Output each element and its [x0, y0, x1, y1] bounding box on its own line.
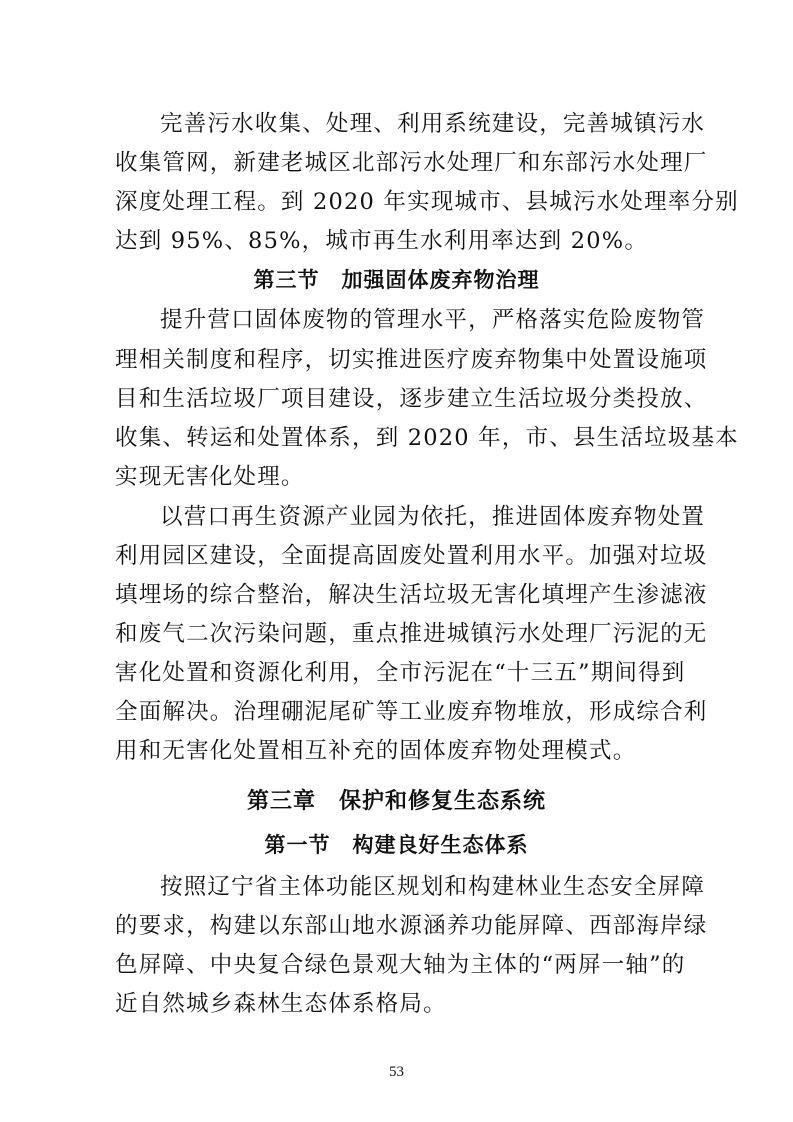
paragraph-line: 达到 95%、85%，城市再生水利用率达到 20%。 — [115, 228, 649, 254]
paragraph-line: 害化处置和资源化利用，全市污泥在“十三五”期间得到 — [115, 660, 686, 686]
paragraph-line: 深度处理工程。到 2020 年实现城市、县城污水处理率分别 — [115, 189, 739, 215]
paragraph-line: 利用园区建设，全面提高固废处置利用水平。加强对垃圾 — [115, 543, 708, 569]
paragraph-line: 全面解决。治理硼泥尾矿等工业废弃物堆放，形成综合利 — [115, 699, 708, 725]
paragraph-line: 理相关制度和程序，切实推进医疗废弃物集中处置设施项 — [115, 347, 708, 373]
paragraph-line: 收集、转运和处置体系，到 2020 年，市、县生活垃圾基本 — [115, 425, 739, 451]
section-heading: 第三节 加强固体废弃物治理 — [253, 268, 540, 292]
paragraph-line: 以营口再生资源产业园为依托，推进固体废弃物处置 — [160, 504, 706, 530]
paragraph-line: 用和无害化处置相互补充的固体废弃物处理模式。 — [115, 738, 637, 764]
paragraph-line: 色屏障、中央复合绿色景观大轴为主体的“两屏一轴”的 — [115, 952, 686, 978]
chapter-heading: 第三章 保护和修复生态系统 — [246, 789, 546, 814]
paragraph-line: 和废气二次污染问题，重点推进城镇污水处理厂污泥的无 — [115, 621, 708, 647]
section-heading: 第一节 构建良好生态体系 — [264, 833, 529, 857]
paragraph-line: 近自然城乡森林生态体系格局。 — [115, 991, 447, 1017]
page-number: 53 — [389, 1064, 404, 1080]
paragraph-line: 实现无害化处理。 — [115, 464, 305, 490]
paragraph-line: 提升营口固体废物的管理水平，严格落实危险废物管 — [160, 307, 706, 333]
paragraph-line: 收集管网，新建老城区北部污水处理厂和东部污水处理厂 — [115, 150, 708, 176]
paragraph-line: 完善污水收集、处理、利用系统建设，完善城镇污水 — [160, 111, 706, 137]
paragraph-line: 目和生活垃圾厂项目建设，逐步建立生活垃圾分类投放、 — [115, 386, 708, 412]
paragraph-line: 的要求，构建以东部山地水源涵养功能屏障、西部海岸绿 — [115, 913, 708, 939]
paragraph-line: 按照辽宁省主体功能区规划和构建林业生态安全屏障 — [160, 874, 706, 900]
paragraph-line: 填埋场的综合整治，解决生活垃圾无害化填埋产生渗滤液 — [115, 582, 708, 608]
